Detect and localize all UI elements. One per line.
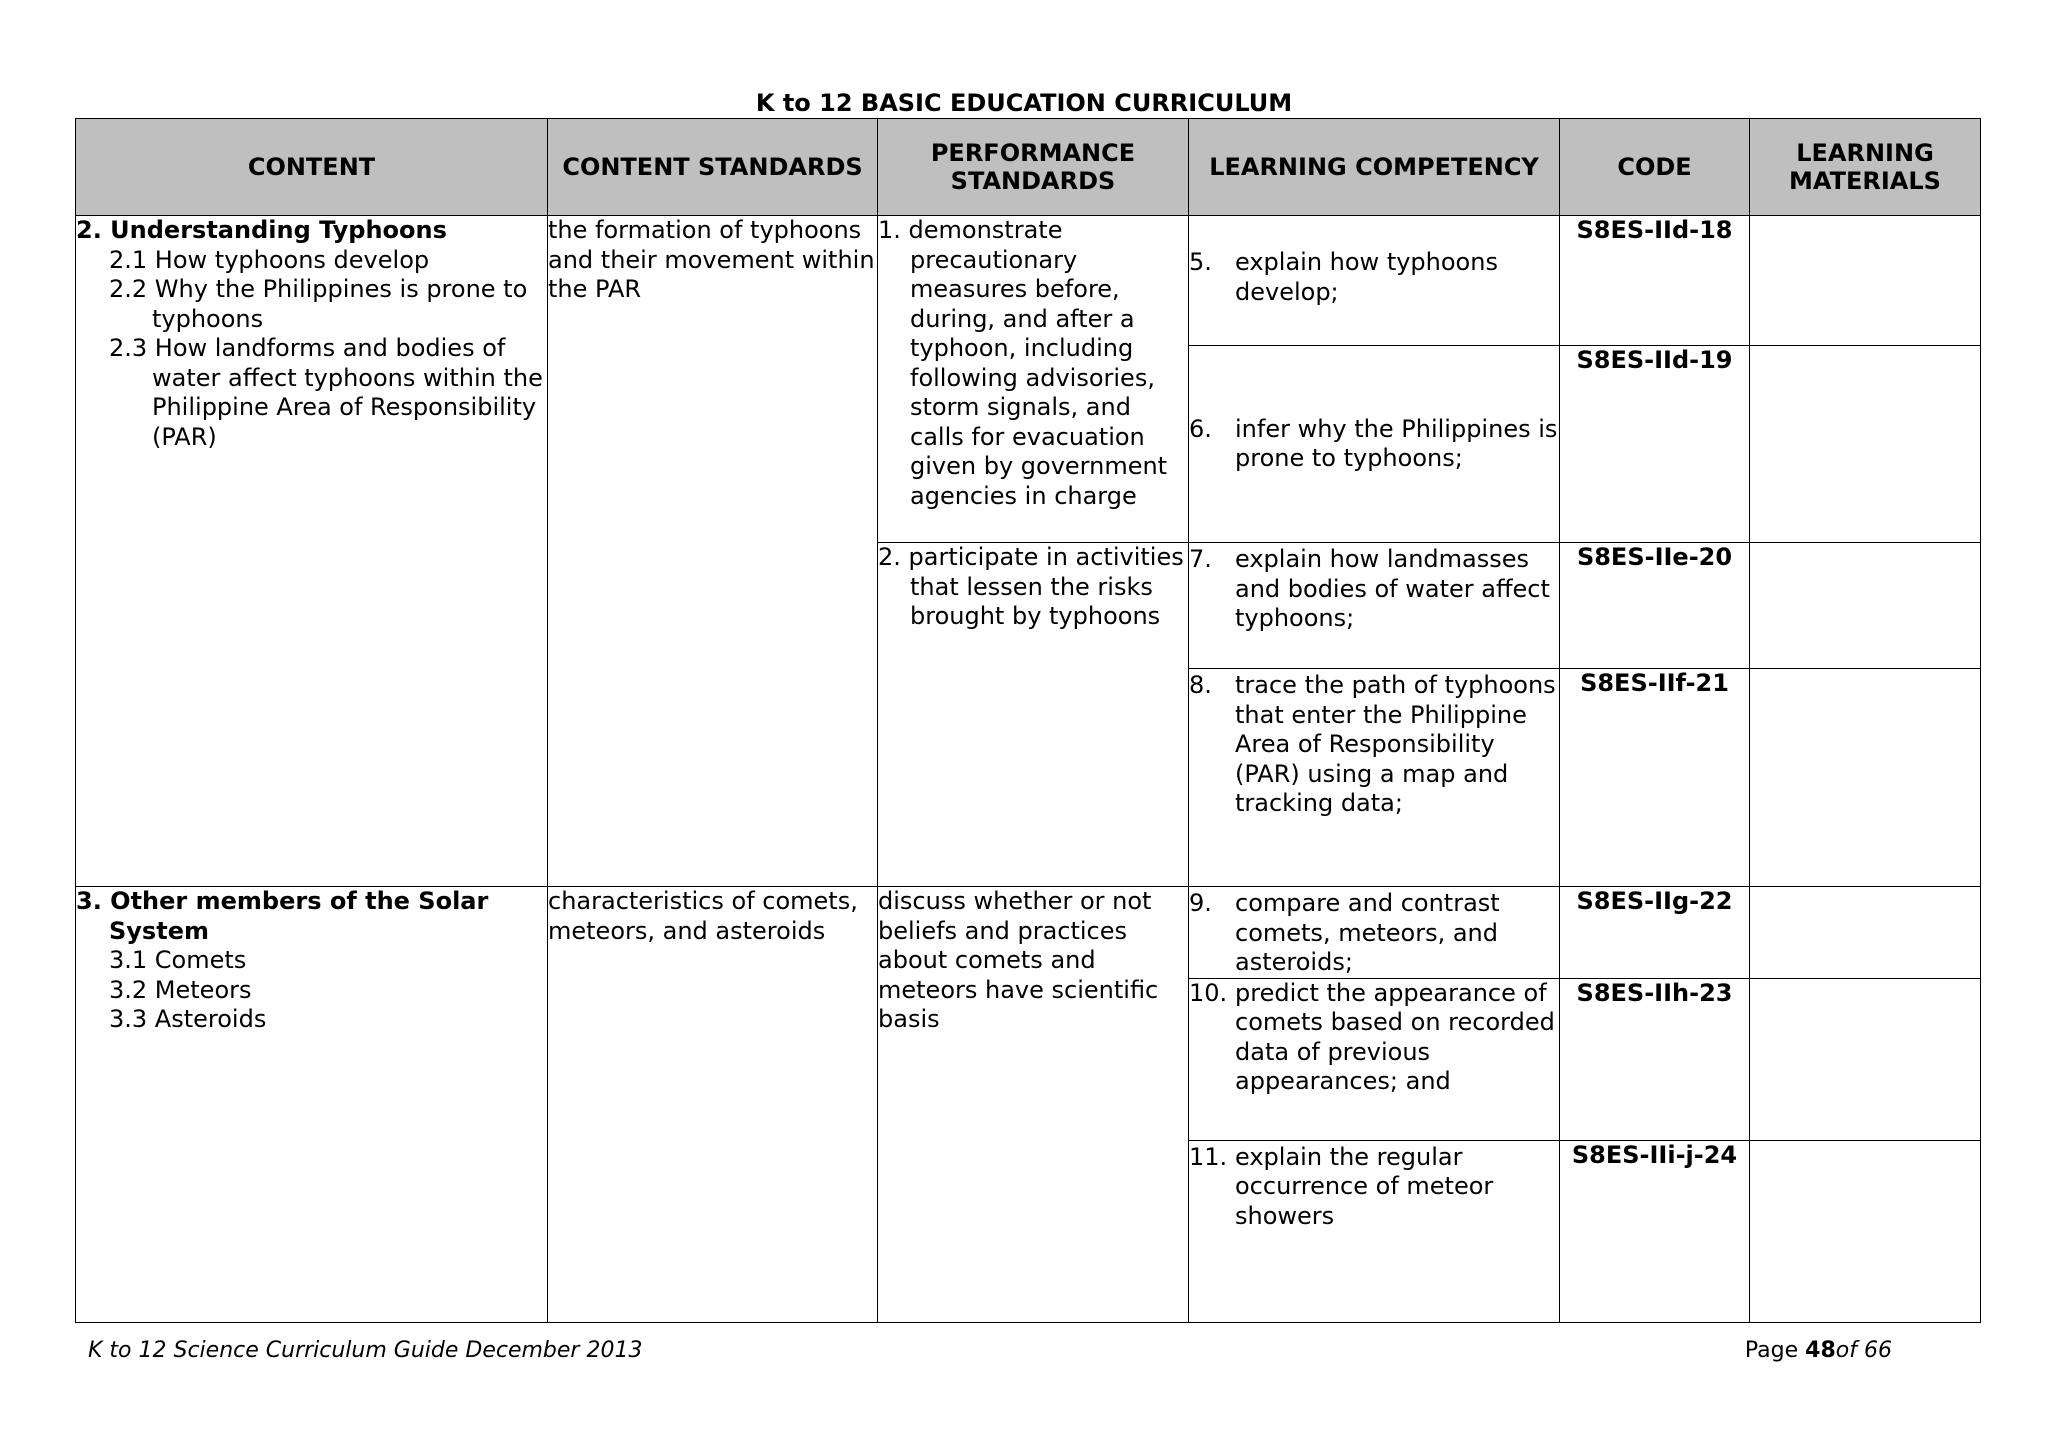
content-subtopics [76,246,547,453]
footer-page-total: of 66 [1835,1338,1892,1363]
materials-cell [1750,346,1981,543]
table-row [76,887,1981,979]
competency-number: 11. [1189,1142,1228,1171]
table-header [76,119,1981,216]
header-content-standards: CONTENT STANDARDS [548,119,878,216]
performance-standard-cell [878,216,1189,543]
competency-number: 5. [1189,248,1212,276]
table-row [76,216,1981,346]
content-subtopics [76,946,547,1035]
competency-item [1189,889,1559,978]
header-learning-competency: LEARNING COMPETENCY [1189,119,1560,216]
materials-cell [1750,1140,1981,1322]
competency-cell [1189,543,1560,669]
content-title: 2. Understanding Typhoons [76,216,447,244]
competency-item [1189,415,1559,474]
materials-cell [1750,543,1981,669]
materials-cell [1750,669,1981,887]
competency-item [1189,248,1559,307]
competency-cell [1189,887,1560,979]
code-cell: S8ES-IIe-20 [1560,543,1750,669]
competency-item [1189,671,1559,819]
footer-page-current: 48 [1805,1338,1836,1363]
content-subtopic: 2.3 How landforms and bodies of water affect typhoons within the Philippine Area of Responsibility (PAR) [109,334,543,451]
competency-cell [1189,346,1560,543]
header-code: CODE [1560,119,1750,216]
code-cell: S8ES-IIf-21 [1560,669,1750,887]
header-materials-line-1: LEARNING [1796,139,1934,167]
code-cell: S8ES-IIg-22 [1560,887,1750,979]
header-performance-line-2: STANDARDS [950,167,1116,195]
code-cell: S8ES-IId-18 [1560,216,1750,346]
competency-text: explain the regular occurrence of meteor showers [1235,1142,1494,1230]
performance-standard-cell: discuss whether or not beliefs and practices about comets and meteors have scientific basis [878,887,1189,1323]
competency-text: explain how typhoons develop; [1235,248,1498,306]
document-title: K to 12 BASIC EDUCATION CURRICULUM [755,89,1293,117]
competency-cell [1189,978,1560,1140]
code-cell: S8ES-IId-19 [1560,346,1750,543]
content-subtopic: 2.2 Why the Philippines is prone to typhoons [109,275,528,333]
footer-guide-title: K to 12 Science Curriculum Guide December 2013 [88,1338,643,1363]
materials-cell [1750,887,1981,979]
content-subtopic: 3.1 Comets [109,946,247,974]
competency-text: infer why the Philippines is prone to typhoons; [1235,414,1558,472]
competency-number: 6. [1189,414,1212,443]
performance-standard-item: 2. participate in activities that lessen the risks brought by typhoons [878,543,1184,630]
content-title: 3. Other members of the Solar [76,887,489,915]
competency-number: 8. [1189,671,1212,699]
header-materials-line-2: MATERIALS [1789,167,1941,195]
competency-item [1189,545,1559,634]
competency-number: 7. [1189,545,1212,573]
competency-cell [1189,1140,1560,1322]
performance-standard-item: 1. demonstrate precautionary measures before, during, and after a typhoon, including following advisories, storm signals, and calls for evacuation given by government agencies in charge [878,216,1168,510]
materials-cell [1750,216,1981,346]
competency-text: predict the appearance of comets based on recorded data of previous appearances; and [1235,978,1555,1095]
competency-text: trace the path of typhoons that enter the Philippine Area of Responsibility (PAR) using a map and tracking data; [1235,671,1556,817]
header-content: CONTENT [76,119,548,216]
content-standard-cell: the formation of typhoons and their movement within the PAR [548,216,878,887]
header-performance-standards [878,119,1189,216]
competency-item [1189,979,1559,1097]
content-subtopic: 3.2 Meteors [109,975,252,1004]
code-cell: S8ES-IIh-23 [1560,978,1750,1140]
content-cell [76,216,548,887]
competency-cell [1189,669,1560,887]
curriculum-table [75,118,1981,1323]
code-cell: S8ES-IIi-j-24 [1560,1140,1750,1322]
performance-standard-cell [878,543,1189,887]
content-subtopic: 3.3 Asteroids [109,1005,267,1033]
competency-number: 9. [1189,889,1212,917]
materials-cell [1750,978,1981,1140]
competency-cell [1189,216,1560,346]
competency-text: explain how landmasses and bodies of water affect typhoons; [1235,545,1550,632]
competency-number: 10. [1189,978,1228,1007]
footer-page-number [1745,1338,1892,1363]
content-standard-cell: characteristics of comets, meteors, and asteroids [548,887,878,1323]
competency-item [1189,1143,1559,1232]
content-subtopic: 2.1 How typhoons develop [109,245,430,274]
footer-page-prefix: Page [1744,1338,1806,1363]
header-learning-materials [1750,119,1981,216]
header-performance-line-1: PERFORMANCE [930,139,1136,167]
competency-text: compare and contrast comets, meteors, and asteroids; [1235,889,1500,976]
content-cell [76,887,548,1323]
content-title-continued: System [109,916,209,945]
